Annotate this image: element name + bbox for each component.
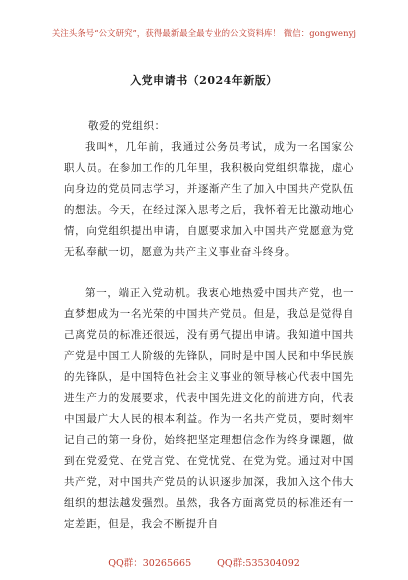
- footer-qq-group-1: QQ群：30265665: [108, 558, 192, 569]
- footer-qq-group-2: QQ群:535304092: [217, 558, 300, 569]
- paragraph-intro: 我叫*，几年前，我通过公务员考试，成为一名国家公职人员。在参加工作的几年里，我积极向党组织靠拢，虚心向身边的党员同志学习，并逐渐产生了加入中国共产党队伍的想法。今天，在经过深入思考之后，我怀着无比激动地心情，向党组织提出申请，自愿要求加入中国共产党愿意为党无私奉献一切，愿意为共产主义事业奋斗终身。: [64, 141, 354, 258]
- salutation: 敬爱的党组织：: [88, 120, 166, 132]
- header-note: 关注头条号“公文研究”，获得最新最全最专业的公文资料库！ 微信：gongwenyj: [51, 28, 357, 38]
- footer: [0, 555, 408, 569]
- paragraph-first-point: 第一，端正入党动机。我衷心地热爱中国共产党，也一直梦想成为一名光荣的中国共产党员。但是，我总是觉得自己离党员的标准还很远，没有勇气提出申请。我知道中国共产党是中国工人阶级的先锋队，同时是中国人民和中华民族的先锋队，是中国特色社会主义事业的领导核心代表中国先进生产力的发展要求，代表中国先进文化的前进方向，代表中国最广大人民的根本利益。作为一名共产党员，要时刻牢记自己的第一身份，始终把坚定理想信念作为终身课题，做到在党爱党、在党言党、在党忧党、在党为党。通过对中国共产党，对中国共产党员的认识逐步加深，我加入这个伟大组织的想法越发强烈。虽然，我各方面离党员的标准还有一定差距，但是，我会不断提升自: [64, 287, 354, 530]
- document-title: 入党申请书（2024年新版）: [130, 74, 278, 87]
